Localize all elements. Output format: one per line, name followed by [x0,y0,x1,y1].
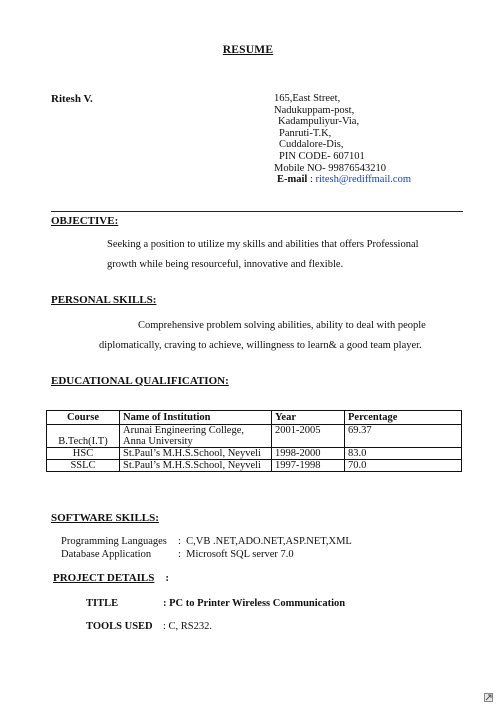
software-skill-value: : Microsoft SQL server 7.0 [178,549,294,560]
year-cell: 2001-2005 [272,425,345,448]
course-cell: SSLC [47,460,120,472]
expand-corner-icon[interactable] [484,693,493,702]
personal-skills-text [99,316,426,356]
software-skill-label: Database Application [61,549,152,560]
tools-used-value [163,621,212,632]
address-line: Nadukuppam-post, [274,104,355,116]
email-label: E-mail [277,174,308,186]
year-cell: 1998-2000 [272,448,345,460]
personal-skills-heading: PERSONAL SKILLS: [51,294,157,306]
institution-cell [120,425,272,448]
table-header-row [47,411,462,425]
project-heading-colon: : [165,572,170,584]
resume-title: RESUME [222,44,274,56]
section-divider [51,211,463,212]
address-line: Cuddalore-Dis, [279,139,344,151]
email-link[interactable]: ritesh@rediffmail.com [315,174,412,186]
project-heading: PROJECT DETAILS [53,572,155,584]
course-cell: B.Tech(I.T) [47,425,120,448]
course-cell: HSC [47,448,120,460]
database-application-value: Microsoft SQL server 7.0 [186,549,294,560]
address-line: PIN CODE- 607101 [279,150,365,162]
software-skill-label: Programming Languages [61,536,167,547]
project-heading-line [53,572,169,584]
column-header-year: Year [272,411,345,425]
percentage-cell: 83.0 [345,448,462,460]
percentage-cell: 70.0 [345,460,462,472]
institution-cell: St.Paul’s M.H.S.School, Neyveli [120,448,272,460]
education-heading: EDUCATIONAL QUALIFICATION: [51,375,229,387]
tools-used-text: : C, RS232. [163,621,213,632]
education-table [46,410,462,472]
institution-line: Arunai Engineering College, [123,425,245,436]
percentage-cell: 69.37 [345,425,462,448]
programming-languages-value: C,VB .NET,ADO.NET,ASP.NET,XML [186,536,352,547]
objective-text [107,235,419,275]
year-cell: 1997-1998 [272,460,345,472]
objective-line: Seeking a position to utilize my skills and abilities that offers Professional [107,239,419,250]
institution-line: Anna University [123,436,193,447]
tools-used-label: TOOLS USED [86,621,153,632]
project-title-value: : PC to Printer Wireless Communication [163,598,346,609]
address-line: Kadampuliyur-Via, [278,116,360,128]
address-line: 165,East Street, [274,93,341,104]
address-line: Panruti-T.K, [279,127,332,139]
table-row [47,448,462,460]
candidate-name: Ritesh V. [51,93,93,105]
objective-line: growth while being resourceful, innovative and flexible. [107,259,344,270]
objective-heading: OBJECTIVE: [51,215,119,227]
personal-skills-line: diplomatically, craving to achieve, willingness to learn& a good team player. [99,340,422,351]
table-row [47,425,462,448]
column-header-course: Course [47,411,120,425]
software-skills-heading: SOFTWARE SKILLS: [51,512,159,524]
column-header-percentage: Percentage [345,411,462,425]
project-title-label: TITLE [86,598,119,609]
contact-block [274,93,411,186]
software-skill-value: : C,VB .NET,ADO.NET,ASP.NET,XML [178,536,352,547]
email-line: E-mail : ritesh@rediffmail.com [277,174,412,186]
table-row [47,460,462,472]
institution-cell: St.Paul’s M.H.S.School, Neyveli [120,460,272,472]
personal-skills-line: Comprehensive problem solving abilities, ability to deal with people [138,320,426,331]
mobile-number: Mobile NO- 99876543210 [274,162,386,174]
column-header-institution: Name of Institution [120,411,272,425]
